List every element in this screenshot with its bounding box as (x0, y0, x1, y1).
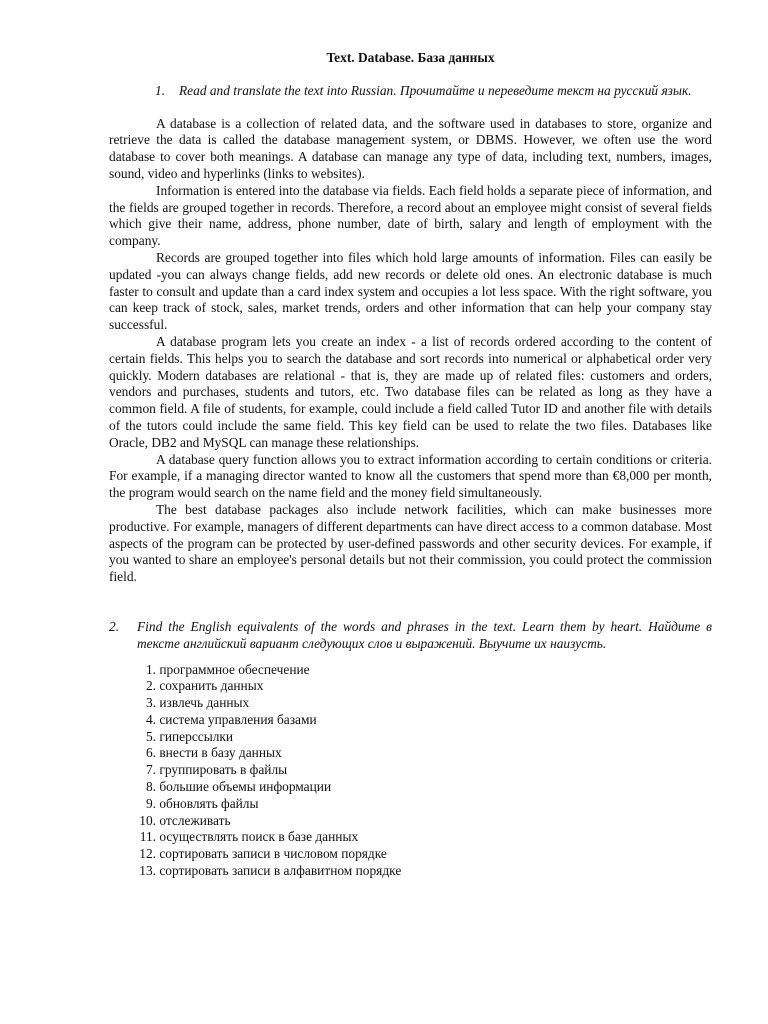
list-item (109, 779, 712, 796)
list-item-number: 7. (145, 762, 156, 778)
list-item-text: сортировать записи в алфавитном порядке (159, 863, 402, 879)
list-item-number: 8. (145, 779, 156, 795)
list-item-text: обновлять файлы (159, 795, 259, 811)
page-title: Text. Database. База данных (326, 50, 495, 65)
list-item-text: извлечь данных (159, 695, 250, 711)
list-item-text: осуществлять поиск в базе данных (159, 829, 359, 845)
paragraph: Information is entered into the database via fields. Each field holds a separate piece of information, and the fields are grouped together in records. Therefore, a record about an employee might consist of several fields which give their name, address, phone number, date of birth, salary and length of employment with the company. (109, 182, 712, 249)
task-2 (109, 619, 712, 653)
list-item (109, 796, 712, 813)
list-item-text: внести в базу данных (159, 745, 282, 761)
list-item-text: большие объемы информации (159, 779, 332, 795)
task-2-instruction: Find the English equivalents of the words and phrases in the text. Learn them by heart. Найдите в тексте английский вариант следующих слов и выражений. Выучите их наизусть. (137, 618, 712, 651)
task-2-number: 2. (109, 618, 120, 634)
list-item-text: группировать в файлы (159, 762, 288, 778)
list-item-number: 4. (145, 711, 156, 727)
list-item-number: 12. (139, 846, 156, 862)
list-item (109, 829, 712, 846)
list-item-number: 2. (145, 678, 156, 694)
list-item-number: 3. (145, 695, 156, 711)
list-item-number: 5. (145, 728, 156, 744)
document-page (109, 50, 712, 880)
reading-text (109, 116, 712, 586)
list-item (109, 729, 712, 746)
list-item (109, 813, 712, 830)
paragraph: Records are grouped together into files which hold large amounts of information. Files can easily be updated -you can always change fields, add new records or delete old ones. An electronic database is much faster to consult and update than a card index system and occupies a lot less space. With the right software, you can keep track of stock, sales, market trends, orders and other information that can help your company stay successful. (109, 249, 712, 333)
list-item (109, 662, 712, 679)
paragraph: A database program lets you create an index - a list of records ordered according to the content of certain fields. This helps you to search the database and sort records into numerical or alphabetical order very quickly. Modern databases are relational - that is, they are made up of related files: customers and orders, vendors and purchases, students and tutors, etc. Two database files can be related as long as they have a common field. A file of students, for example, could include a field called Tutor ID and another file with details of the tutors could include the same field. This key field can be used to relate the two files. Databases like Oracle, DB2 and MySQL can manage these relationships. (109, 333, 712, 450)
list-item-text: система управления базами (159, 711, 317, 727)
list-item (109, 762, 712, 779)
task-1 (155, 83, 712, 100)
list-item (109, 678, 712, 695)
list-item (109, 863, 712, 880)
list-item-number: 11. (139, 829, 156, 845)
list-item-number: 13. (139, 863, 156, 879)
task-1-number: 1. (155, 82, 166, 98)
list-item-text: сортировать записи в числовом порядке (159, 846, 387, 862)
paragraph: A database is a collection of related data, and the software used in databases to store, organize and retrieve the data is called the database management system, or DBMS. However, we often use the word database to cover both meanings. A database can manage any type of data, including text, numbers, images, sound, video and hyperlinks (links to websites). (109, 115, 712, 181)
list-item (109, 695, 712, 712)
list-item (109, 846, 712, 863)
list-item-text: отслеживать (159, 812, 231, 828)
list-item-number: 6. (145, 745, 156, 761)
list-item (109, 745, 712, 762)
list-item-number: 10. (139, 812, 156, 828)
list-item-number: 9. (145, 795, 156, 811)
list-item-text: сохранить данных (159, 678, 264, 694)
list-item-text: гиперссылки (159, 728, 234, 744)
list-item (109, 712, 712, 729)
list-item-text: программное обеспечение (159, 661, 310, 677)
list-item-number: 1. (145, 661, 156, 677)
paragraph: A database query function allows you to extract information according to certain conditions or criteria. For example, if a managing director wanted to know all the customers that spend more than €8,000 per month, the program would search on the name field and the money field simultaneously. (109, 451, 712, 501)
vocabulary-list (109, 662, 712, 880)
task-1-instruction: Read and translate the text into Russian. Прочитайте и переведите текст на русский язык. (179, 82, 692, 98)
paragraph: The best database packages also include network facilities, which can make businesses more productive. For example, managers of different departments can have direct access to a common database. Most aspects of the program can be protected by user-defined passwords and other security devices. For example, if you wanted to share an employee's personal details but not their commission, you could protect the commission field. (109, 501, 712, 585)
